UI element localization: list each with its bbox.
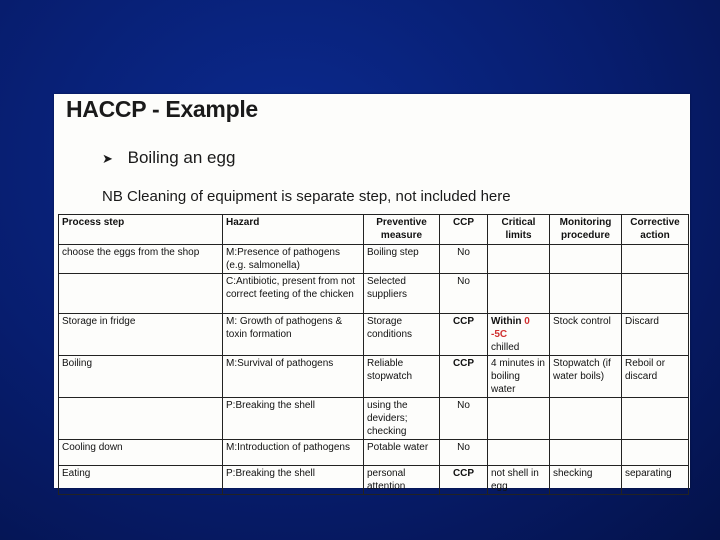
cell-limits: not shell in egg xyxy=(488,466,550,495)
header-hazard: Hazard xyxy=(223,215,364,245)
haccp-document-image xyxy=(54,94,690,492)
cell-action xyxy=(622,440,689,466)
cell-step xyxy=(59,274,223,314)
cell-monitor xyxy=(550,245,622,274)
cell-ccp: No xyxy=(440,245,488,274)
cell-limits: 4 minutes in boiling water xyxy=(488,356,550,398)
table-header-row xyxy=(59,215,689,245)
table-row xyxy=(59,274,689,314)
cell-action: separating xyxy=(622,466,689,495)
cell-step: Cooling down xyxy=(59,440,223,466)
limit-temperature-text: 0 -5C xyxy=(491,316,530,340)
cell-measure: Reliable stopwatch xyxy=(364,356,440,398)
cell-limits xyxy=(488,245,550,274)
cell-measure: Selected suppliers xyxy=(364,274,440,314)
cell-hazard: M:Survival of pathogens xyxy=(223,356,364,398)
nb-note: NB Cleaning of equipment is separate step, not included here xyxy=(102,188,511,205)
cell-step xyxy=(59,398,223,440)
cell-monitor: Stopwatch (if water boils) xyxy=(550,356,622,398)
limit-chilled-text: chilled xyxy=(491,342,520,353)
cell-measure: personal attention xyxy=(364,466,440,495)
limit-within-text: Within xyxy=(491,316,522,327)
cell-step: Boiling xyxy=(59,356,223,398)
table-row xyxy=(59,314,689,356)
header-process-step: Process step xyxy=(59,215,223,245)
cell-hazard: P:Breaking the shell xyxy=(223,466,364,495)
cell-ccp: CCP xyxy=(440,466,488,495)
cell-action xyxy=(622,398,689,440)
cell-measure: Storage conditions xyxy=(364,314,440,356)
cell-ccp: CCP xyxy=(440,356,488,398)
cell-monitor: Stock control xyxy=(550,314,622,356)
cell-monitor xyxy=(550,440,622,466)
cell-measure: Boiling step xyxy=(364,245,440,274)
cell-monitor xyxy=(550,274,622,314)
header-corrective-action: Corrective action xyxy=(622,215,689,245)
cell-step: choose the eggs from the shop xyxy=(59,245,223,274)
cell-limits xyxy=(488,314,550,356)
header-ccp: CCP xyxy=(440,215,488,245)
header-critical-limits: Critical limits xyxy=(488,215,550,245)
cell-step: Eating xyxy=(59,466,223,495)
cell-action xyxy=(622,274,689,314)
cell-hazard: C:Antibiotic, present from not correct feeting of the chicken xyxy=(223,274,364,314)
table-row xyxy=(59,356,689,398)
cell-ccp: No xyxy=(440,398,488,440)
cell-limits xyxy=(488,440,550,466)
cell-limits xyxy=(488,274,550,314)
cell-action xyxy=(622,245,689,274)
cell-action: Discard xyxy=(622,314,689,356)
cell-hazard: P:Breaking the shell xyxy=(223,398,364,440)
cell-action: Reboil or discard xyxy=(622,356,689,398)
cell-ccp: CCP xyxy=(440,314,488,356)
cell-limits xyxy=(488,398,550,440)
table-row xyxy=(59,466,689,495)
cell-measure: using the deviders; checking xyxy=(364,398,440,440)
bullet-text: Boiling an egg xyxy=(127,148,236,167)
cell-hazard: M: Growth of pathogens & toxin formation xyxy=(223,314,364,356)
table-row xyxy=(59,440,689,466)
cell-hazard: M:Introduction of pathogens xyxy=(223,440,364,466)
cell-step: Storage in fridge xyxy=(59,314,223,356)
cell-hazard: M:Presence of pathogens (e.g. salmonella) xyxy=(223,245,364,274)
cell-measure: Potable water xyxy=(364,440,440,466)
haccp-table xyxy=(58,214,689,495)
doc-title: HACCP - Example xyxy=(66,96,258,122)
cell-ccp: No xyxy=(440,274,488,314)
cell-monitor: shecking xyxy=(550,466,622,495)
header-monitoring-procedure: Monitoring procedure xyxy=(550,215,622,245)
cell-ccp: No xyxy=(440,440,488,466)
header-preventive-measure: Preventive measure xyxy=(364,215,440,245)
table-row xyxy=(59,398,689,440)
cell-monitor xyxy=(550,398,622,440)
bullet-item xyxy=(102,148,235,168)
arrow-bullet-icon: ➤ xyxy=(102,151,113,166)
table-row xyxy=(59,245,689,274)
